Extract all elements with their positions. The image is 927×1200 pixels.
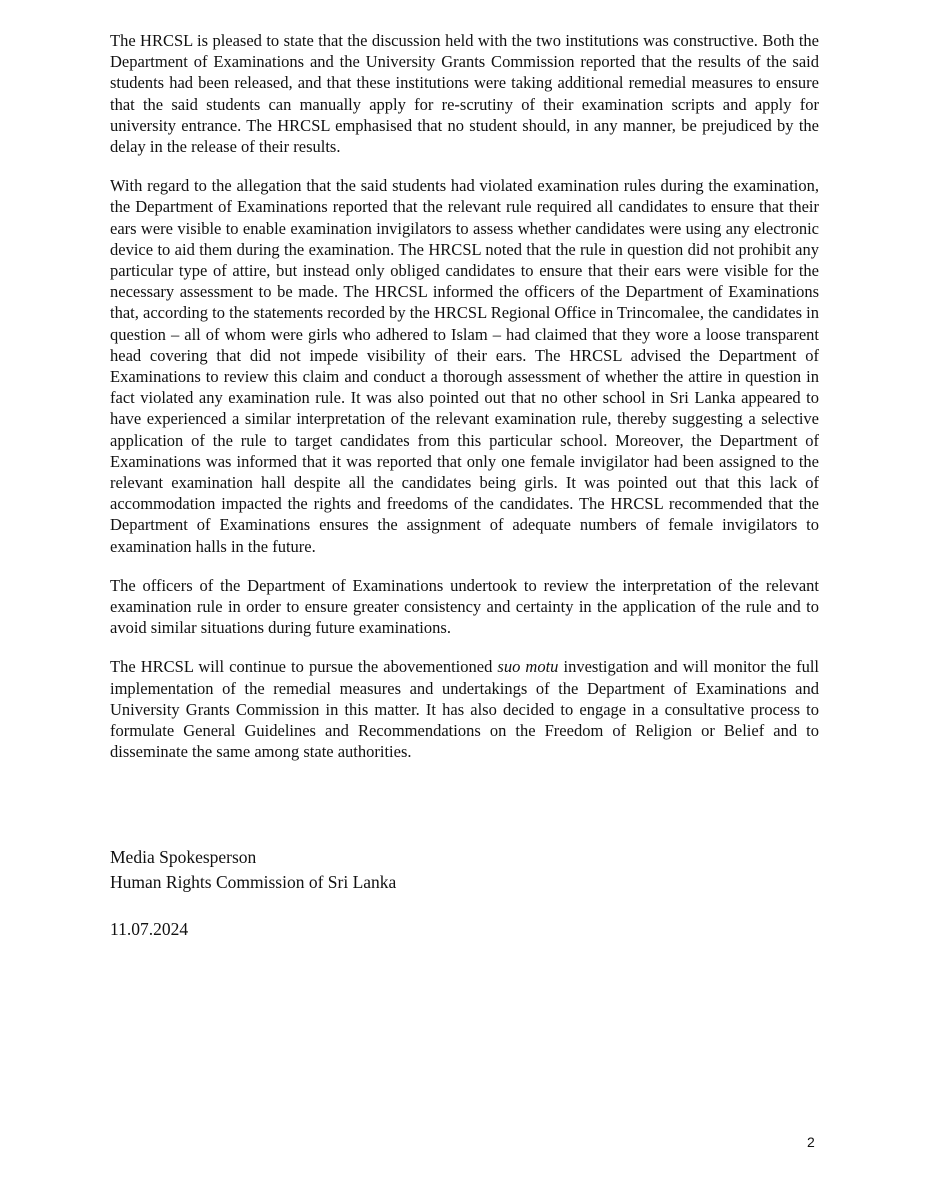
paragraph-rule-review-undertaking: The officers of the Department of Examinations undertook to review the interpretation of the relevant examination rule in order to ensure greater consistency and certainty in the application of the rule and to avoid similar situations during future examinations. [110, 575, 819, 638]
signature-title: Media Spokesperson [110, 847, 257, 867]
paragraph-continued-investigation [110, 656, 819, 762]
document-date: 11.07.2024 [110, 919, 189, 939]
paragraph-text-after-italic: investigation and will monitor the full implementation of the remedial measures and undertakings of the Department of Examinations and University Grants Commission in this matter. It has also decided to engage in a consultative process to formulate General Guidelines and Recommendations on the Freedom of Religion or Belief and to disseminate the same among state authorities. [110, 657, 819, 762]
signature-organization: Human Rights Commission of Sri Lanka [110, 872, 397, 892]
paragraph-discussion-outcome: The HRCSL is pleased to state that the discussion held with the two institutions was constructive. Both the Department of Examinations and the University Grants Commission reported that the results of the said students had been released, and that these institutions were taking additional remedial measures to ensure that the said students can manually apply for re-scrutiny of their examination scripts and apply for university entrance. The HRCSL emphasised that no student should, in any manner, be prejudiced by the delay in the release of their results. [110, 31, 819, 157]
document-body [110, 30, 819, 781]
paragraph-examination-rule-allegation: With regard to the allegation that the said students had violated examination rules during the examination, the Department of Examinations reported that the relevant rule required all candidates to ensure that their ears were visible to enable examination invigilators to assess whether candidates were using any electronic device to aid them during the examination. The HRCSL noted that the rule in question did not prohibit any particular type of attire, but instead only obliged candidates to ensure that their ears were visible for the necessary assessment to be made. The HRCSL informed the officers of the Department of Examinations that, according to the statements recorded by the HRCSL Regional Office in Trincomalee, the candidates in question – all of whom were girls who adhered to Islam – had claimed that they wore a loose transparent head covering that did not impede visibility of their ears. The HRCSL advised the Department of Examinations to review this claim and conduct a thorough assessment of whether the attire in question in fact violated any examination rule. It was also pointed out that no other school in Sri Lanka appeared to have experienced a similar interpretation of the relevant examination rule, thereby suggesting a selective application of the rule to target candidates from this particular school. Moreover, the Department of Examinations was informed that it was reported that only one female invigilator had been assigned to the relevant examination hall despite all the candidates being girls. It was pointed out that this lack of accommodation impacted the rights and freedoms of the candidates. The HRCSL recommended that the Department of Examinations ensures the assignment of adequate numbers of female invigilators to examination halls in the future. [110, 176, 819, 556]
paragraph-text-before-italic: The HRCSL will continue to pursue the abovementioned [110, 657, 498, 677]
italic-phrase-suo-motu: suo motu [497, 657, 559, 677]
signature-block [110, 845, 396, 895]
page-number: 2 [807, 1134, 815, 1150]
